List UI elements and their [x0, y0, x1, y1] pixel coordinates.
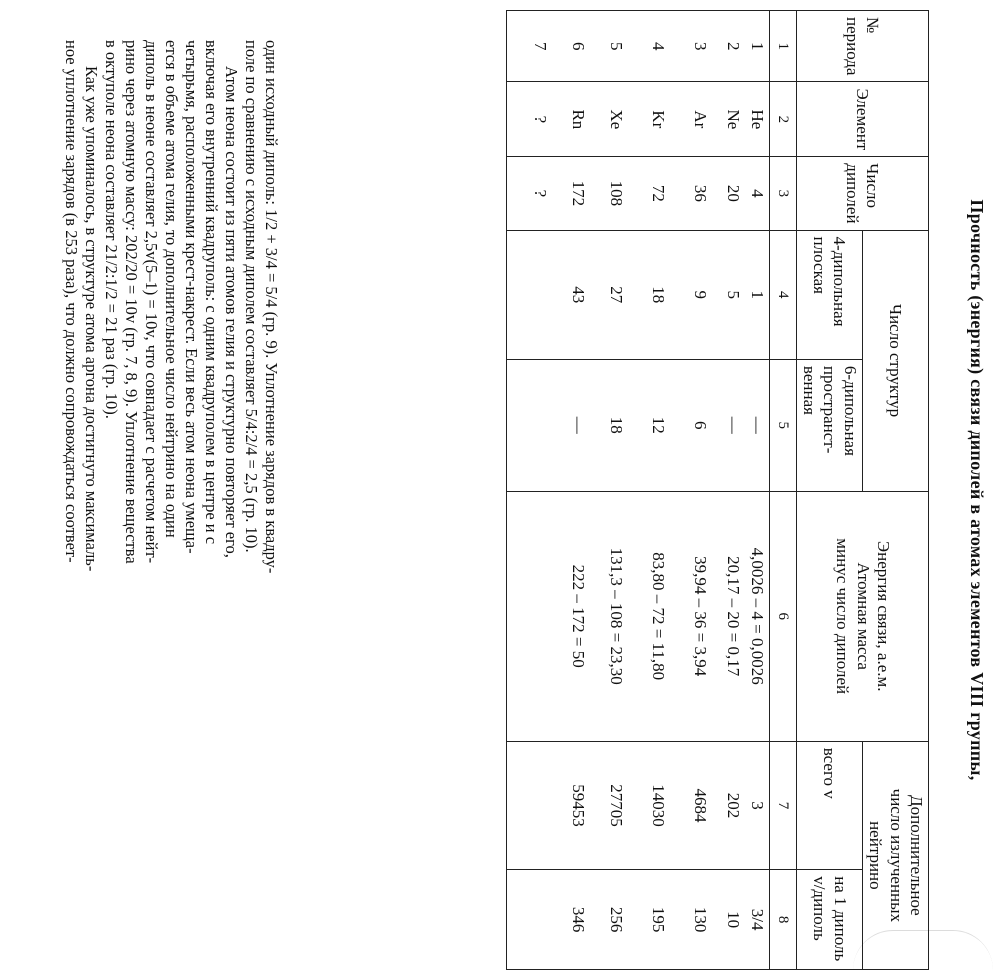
cell-per-dipole: 195 [637, 870, 679, 970]
cell-total: 59453 [561, 741, 595, 869]
cell-element: ? [519, 82, 561, 157]
table-row [745, 11, 770, 970]
table-row [637, 11, 679, 970]
cell-energy: 222 – 172 = 50 [561, 491, 595, 741]
col-number: 3 [769, 157, 796, 230]
header-spatial6-line2: пространст- [820, 365, 840, 454]
cell-flat4: 18 [637, 230, 679, 359]
paragraph-line: диполь в неоне составляет 2,5v(5–1) = 10v, что совпадает с расчетом нейт- [142, 40, 161, 564]
cell-dipoles: 72 [637, 157, 679, 230]
paragraph-line: ное уплотнение зарядов (в 253 раза), что должно сопровождаться соответ- [62, 40, 81, 563]
cell-spatial6: — [561, 359, 595, 491]
cell-dipoles: 20 [721, 157, 745, 230]
cell-flat4: 1 [745, 230, 770, 359]
cell-total [519, 741, 561, 869]
table-row [561, 11, 595, 970]
header-energy-line1: Энергия связи, а.е.м. [873, 540, 893, 692]
cell-element: Kr [637, 82, 679, 157]
header-dipoles: Число диполей [796, 157, 928, 230]
cell-dipoles: ? [519, 157, 561, 230]
cell-flat4: 9 [679, 230, 721, 359]
cell-energy: 131,3 – 108 = 23,30 [595, 491, 637, 741]
body-text [61, 40, 281, 940]
column-number-row [769, 11, 796, 970]
header-neutrino-line2: число излученных [886, 788, 906, 923]
cell-period: 5 [595, 11, 637, 82]
table-row [679, 11, 721, 970]
cell-total: 202 [721, 741, 745, 869]
header-energy-line2: Атомная масса [853, 562, 873, 670]
cell-per-dipole: 10 [721, 870, 745, 970]
cell-period: 4 [637, 11, 679, 82]
cell-per-dipole [519, 870, 561, 970]
cell-energy [519, 491, 561, 741]
cell-flat4: 27 [595, 230, 637, 359]
cell-per-dipole: 256 [595, 870, 637, 970]
header-structures: Число структур [862, 230, 928, 491]
cell-spatial6: 18 [595, 359, 637, 491]
header-per-dipole-line1: на 1 диполь [830, 876, 850, 962]
header-total: всего v [796, 741, 862, 869]
cell-element: Xe [595, 82, 637, 157]
table-row [721, 11, 745, 970]
cell-period: 7 [519, 11, 561, 82]
cell-flat4: 43 [561, 230, 595, 359]
cell-spatial6: 6 [679, 359, 721, 491]
header-spatial6 [796, 359, 862, 491]
paragraph-line: ется в объеме атома гелия, то дополнительное число нейтрино на один [162, 40, 181, 538]
cell-dipoles: 108 [595, 157, 637, 230]
paragraph-line: рино через атомную массу: 202/20 = 10v (гр. 7, 8, 9). Уплотнение вещества [122, 40, 141, 564]
cell-total: 4684 [679, 741, 721, 869]
paragraph-line: включая его внутренний квадруполь: с одним квадруполем в центре и с [202, 40, 221, 545]
cell-spatial6 [519, 359, 561, 491]
cell-spatial6: 12 [637, 359, 679, 491]
cell-total: 27705 [595, 741, 637, 869]
cell-spatial6: — [745, 359, 770, 491]
header-element: Элемент [796, 82, 928, 157]
cell-element: Ar [679, 82, 721, 157]
table-row [595, 11, 637, 970]
header-neutrino-line3: нейтрино [866, 821, 886, 890]
paragraph-line: поле по сравнению с исходным диполем составляет 5/4:2/4 = 2,5 (гр. 10). [242, 40, 261, 553]
cell-energy: 83,80 – 72 = 11,80 [637, 491, 679, 741]
cell-element: Rn [561, 82, 595, 157]
col-number: 6 [769, 491, 796, 741]
cell-period: 3 [679, 11, 721, 82]
cell-spatial6: — [721, 359, 745, 491]
data-table [506, 10, 929, 970]
paragraph-line: в октуполе неона составляет 21/2:1/2 = 21 раз (гр. 10). [102, 40, 121, 419]
cell-dipoles: 4 [745, 157, 770, 230]
col-number: 2 [769, 82, 796, 157]
cell-energy: 39,94 – 36 = 3,94 [679, 491, 721, 741]
cell-period: 2 [721, 11, 745, 82]
header-flat4: 4-дипольная плоская [796, 230, 862, 359]
paragraph-line: Атом неона состоит из пяти атомов гелия и структурно повторяет его, [222, 66, 241, 558]
cell-per-dipole: 3/4 [745, 870, 770, 970]
paragraph-line: четырьмя, расположенными крест-накрест. Если весь атом неона умеща- [182, 40, 201, 554]
header-neutrino [862, 741, 928, 969]
col-number: 4 [769, 230, 796, 359]
col-number: 7 [769, 741, 796, 869]
table-bottom-border [506, 11, 519, 970]
cell-flat4 [519, 230, 561, 359]
col-number: 5 [769, 359, 796, 491]
cell-energy: 4,0026 – 4 = 0,0026 [745, 491, 770, 741]
header-row [862, 11, 928, 970]
cell-per-dipole: 130 [679, 870, 721, 970]
cell-period: 1 [745, 11, 770, 82]
table-title: Прочность (энергия) связи диполей в атомах элементов VIII группы, [967, 199, 987, 781]
cell-period: 6 [561, 11, 595, 82]
header-period: № периода [796, 11, 928, 82]
header-per-dipole [796, 870, 862, 970]
paragraph-line: Как уже упоминалось, в структуре атома аргона достигнуто максималь- [82, 66, 101, 572]
cell-energy: 20,17 – 20 = 0,17 [721, 491, 745, 741]
header-per-dipole-line2: v/диполь [810, 876, 830, 941]
cell-total: 14030 [637, 741, 679, 869]
header-energy-line3: минус число диполей [833, 538, 853, 695]
cell-dipoles: 36 [679, 157, 721, 230]
cell-element: Ne [721, 82, 745, 157]
cell-total: 3 [745, 741, 770, 869]
header-neutrino-line1: Дополнительное [907, 795, 926, 916]
cell-per-dipole: 346 [561, 870, 595, 970]
paragraph-line: один исходный диполь: 1/2 + 3/4 = 5/4 (гр. 9). Уплотнение зарядов в квадру- [262, 40, 281, 574]
header-spatial6-line3: венная [800, 365, 820, 415]
col-number: 8 [769, 870, 796, 970]
cell-dipoles: 172 [561, 157, 595, 230]
col-number: 1 [769, 11, 796, 82]
header-spatial6-line1: 6-дипольная [840, 365, 860, 456]
header-energy [796, 491, 928, 741]
cell-flat4: 5 [721, 230, 745, 359]
table-row [519, 11, 561, 970]
cell-element: He [745, 82, 770, 157]
